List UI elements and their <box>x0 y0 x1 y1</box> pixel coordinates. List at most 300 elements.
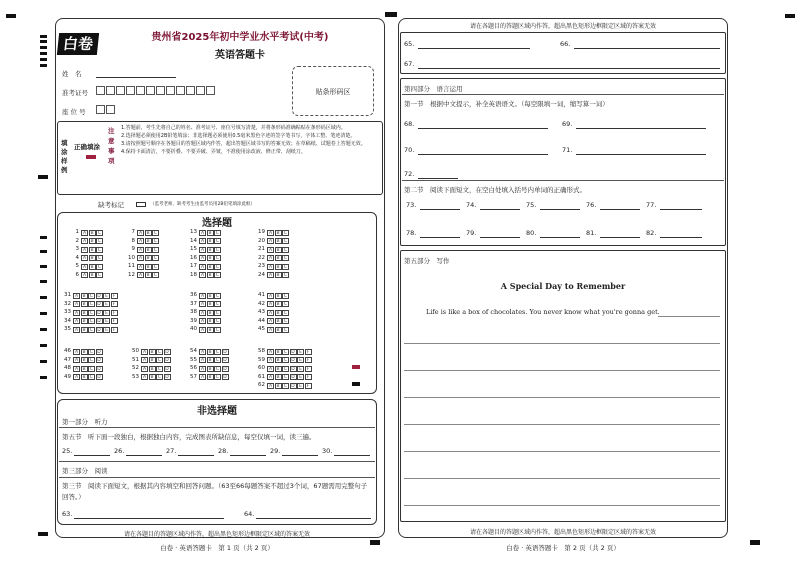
option-bubble[interactable]: B <box>276 273 280 278</box>
option-bubble[interactable]: F <box>111 293 118 299</box>
option-bubble[interactable]: B <box>82 375 86 380</box>
option-bubble[interactable]: C <box>215 239 220 244</box>
option-bubble[interactable]: A <box>200 375 205 380</box>
ticket-digit-box[interactable] <box>96 86 105 95</box>
option-bubble[interactable]: A <box>268 273 273 278</box>
option-bubble[interactable]: F <box>305 349 312 355</box>
option-bubble[interactable]: F <box>111 318 118 324</box>
option-bubble[interactable]: D <box>97 302 101 307</box>
option-bubble[interactable]: A <box>138 264 143 270</box>
option-bubble[interactable]: B <box>82 293 86 299</box>
option-bubble[interactable]: A <box>74 310 79 316</box>
q64-label: 64. <box>244 510 255 518</box>
option-bubble[interactable]: D <box>223 375 227 380</box>
option-bubble[interactable]: C <box>283 230 288 236</box>
paper-badge: 白卷 <box>57 33 99 55</box>
option-bubble[interactable]: C <box>283 319 288 324</box>
question-number: 13 <box>190 229 197 236</box>
ticket-digit-box[interactable] <box>206 86 215 95</box>
option-bubble[interactable]: C <box>283 310 288 316</box>
option-bubble[interactable]: A <box>82 273 87 278</box>
essay-first-line: Life is like a box of chocolates. You never know what you're gonna get. <box>426 308 660 316</box>
timing-mark <box>40 296 47 299</box>
ticket-digit-box[interactable] <box>106 86 115 95</box>
option-bubble[interactable]: A <box>268 383 273 389</box>
option-bubble[interactable]: A <box>200 302 205 307</box>
option-bubble[interactable]: C <box>97 239 102 244</box>
seat-digit-box[interactable] <box>106 105 115 114</box>
option-bubble[interactable]: C <box>215 349 220 355</box>
option-bubble[interactable]: A <box>82 264 87 270</box>
option-bubble[interactable]: C <box>153 239 158 244</box>
ticket-digit-box[interactable] <box>196 86 205 95</box>
option-bubble[interactable]: A <box>74 349 79 355</box>
option-bubble[interactable]: B <box>90 273 94 278</box>
option-bubble[interactable]: B <box>208 349 212 355</box>
option-bubble[interactable]: C <box>215 310 220 316</box>
option-bubble[interactable]: B <box>90 239 94 244</box>
option-bubble[interactable]: A <box>200 247 205 253</box>
option-bubble[interactable]: D <box>291 383 295 389</box>
timing-mark <box>40 58 47 61</box>
option-bubble[interactable]: B <box>276 358 280 363</box>
word-form-number: 73. <box>406 201 417 209</box>
option-bubble[interactable]: A <box>74 319 79 324</box>
question-number: 49 <box>64 373 71 380</box>
option-bubble[interactable]: D <box>97 349 101 355</box>
option-bubble[interactable]: A <box>200 273 205 278</box>
option-bubble[interactable]: F <box>305 366 312 372</box>
choice-row <box>256 308 290 317</box>
option-bubble[interactable]: A <box>268 256 273 261</box>
option-bubble[interactable]: A <box>268 302 273 307</box>
language-blank[interactable] <box>418 128 548 129</box>
option-bubble[interactable]: E <box>103 327 110 333</box>
option-bubble[interactable]: E <box>297 357 304 363</box>
ticket-digit-box[interactable] <box>116 86 125 95</box>
option-bubble[interactable]: B <box>276 319 280 324</box>
option-bubble[interactable]: B <box>82 327 86 333</box>
option-bubble[interactable]: B <box>146 247 150 253</box>
ticket-digit-box[interactable] <box>166 86 175 95</box>
option-bubble[interactable]: D <box>223 366 227 372</box>
option-bubble[interactable]: D <box>165 349 169 355</box>
choice-row <box>126 271 160 280</box>
question-number: 44 <box>258 317 265 324</box>
option-bubble[interactable]: E <box>103 301 110 307</box>
language-blank[interactable] <box>576 128 706 129</box>
option-bubble[interactable]: C <box>215 366 220 372</box>
option-bubble[interactable]: B <box>276 302 280 307</box>
option-bubble[interactable]: C <box>215 273 220 278</box>
name-field[interactable] <box>96 77 176 78</box>
option-bubble[interactable]: A <box>82 239 87 244</box>
option-bubble[interactable]: B <box>208 264 212 270</box>
option-bubble[interactable]: A <box>268 319 273 324</box>
option-bubble[interactable]: D <box>97 310 101 316</box>
option-bubble[interactable]: A <box>200 310 205 316</box>
option-bubble[interactable]: A <box>268 375 273 380</box>
option-bubble[interactable]: A <box>200 264 205 270</box>
option-bubble[interactable]: C <box>283 239 288 244</box>
option-bubble[interactable]: B <box>208 366 212 372</box>
option-bubble[interactable]: C <box>215 230 220 236</box>
option-bubble[interactable]: B <box>82 310 86 316</box>
option-bubble[interactable]: B <box>276 239 280 244</box>
choice-row <box>188 300 222 309</box>
option-bubble[interactable]: B <box>208 358 212 363</box>
option-bubble[interactable]: A <box>74 293 79 299</box>
option-bubble[interactable]: A <box>268 366 273 372</box>
listening-blank[interactable] <box>126 455 162 456</box>
option-bubble[interactable]: B <box>276 247 280 253</box>
option-bubble[interactable]: A <box>268 239 273 244</box>
option-bubble[interactable]: C <box>97 247 102 253</box>
word-form-blank[interactable] <box>540 237 580 238</box>
option-bubble[interactable]: D <box>165 358 169 363</box>
option-bubble[interactable]: A <box>138 239 143 244</box>
option-bubble[interactable]: A <box>142 358 147 363</box>
part4-title: 第四部分 语言运用 <box>404 85 463 93</box>
option-bubble[interactable]: A <box>200 319 205 324</box>
choice-row <box>188 356 229 365</box>
choice-row <box>188 262 222 271</box>
option-bubble[interactable]: A <box>200 349 205 355</box>
option-bubble[interactable]: A <box>200 230 205 236</box>
option-bubble[interactable]: A <box>268 230 273 236</box>
option-bubble[interactable]: A <box>142 349 147 355</box>
option-bubble[interactable]: B <box>150 349 154 355</box>
option-bubble[interactable]: B <box>208 293 212 299</box>
listening-blank[interactable] <box>74 455 110 456</box>
option-bubble[interactable]: C <box>283 366 288 372</box>
option-bubble[interactable]: C <box>157 358 162 363</box>
option-bubble[interactable]: D <box>291 366 295 372</box>
option-bubble[interactable]: E <box>103 310 110 316</box>
option-bubble[interactable]: F <box>305 357 312 363</box>
option-bubble[interactable]: C <box>157 349 162 355</box>
essay-line[interactable] <box>404 343 720 344</box>
option-bubble[interactable]: A <box>268 349 273 355</box>
option-bubble[interactable]: A <box>74 358 79 363</box>
word-form-number: 80. <box>526 229 537 237</box>
option-bubble[interactable]: A <box>200 327 205 333</box>
option-bubble[interactable]: D <box>97 375 101 380</box>
option-bubble[interactable]: A <box>82 256 87 261</box>
option-bubble[interactable]: B <box>276 256 280 261</box>
question-number: 2 <box>75 237 79 244</box>
word-form-blank[interactable] <box>660 209 702 210</box>
option-bubble[interactable]: A <box>268 327 273 333</box>
seat-digit-box[interactable] <box>96 105 105 114</box>
option-bubble[interactable]: B <box>208 310 212 316</box>
option-bubble[interactable]: D <box>223 349 227 355</box>
option-bubble[interactable]: D <box>223 358 227 363</box>
ticket-digit-box[interactable] <box>156 86 165 95</box>
option-bubble[interactable]: C <box>89 319 94 324</box>
listening-number: 30. <box>322 447 333 455</box>
part4-sec2: 第二节 阅读下面短文，在空白处填入括号内单词的正确形式。 <box>404 186 586 194</box>
q64-field[interactable] <box>256 518 371 519</box>
q67-field[interactable] <box>418 68 720 69</box>
option-bubble[interactable]: C <box>97 264 102 270</box>
option-bubble[interactable]: B <box>146 264 150 270</box>
option-bubble[interactable]: C <box>283 383 288 389</box>
option-bubble[interactable]: C <box>215 264 220 270</box>
listening-number: 26. <box>114 447 125 455</box>
option-bubble[interactable]: B <box>90 264 94 270</box>
option-bubble[interactable]: A <box>138 256 143 261</box>
timing-mark <box>40 250 47 253</box>
option-bubble[interactable]: C <box>283 247 288 253</box>
listening-blank[interactable] <box>230 455 266 456</box>
ticket-digit-box[interactable] <box>146 86 155 95</box>
option-bubble[interactable]: C <box>89 293 94 299</box>
option-bubble[interactable]: A <box>200 293 205 299</box>
option-bubble[interactable]: A <box>142 375 147 380</box>
option-bubble[interactable]: C <box>157 366 162 372</box>
option-bubble[interactable]: B <box>276 310 280 316</box>
question-number: 15 <box>190 246 197 253</box>
essay-line[interactable] <box>404 505 720 506</box>
option-bubble[interactable]: A <box>82 247 87 253</box>
option-bubble[interactable]: D <box>97 293 101 299</box>
option-bubble[interactable]: C <box>153 230 158 236</box>
option-bubble[interactable]: C <box>89 302 94 307</box>
choice-row <box>256 364 312 373</box>
option-bubble[interactable]: C <box>215 293 220 299</box>
option-bubble[interactable]: C <box>283 327 288 333</box>
option-bubble[interactable]: C <box>89 358 94 363</box>
option-bubble[interactable]: E <box>297 383 304 389</box>
language-q-number: 70. <box>404 146 415 154</box>
option-bubble[interactable]: D <box>291 349 295 355</box>
option-bubble[interactable]: B <box>150 358 154 363</box>
option-bubble[interactable]: D <box>291 358 295 363</box>
language-blank[interactable] <box>418 154 548 155</box>
option-bubble[interactable]: B <box>276 375 280 380</box>
option-bubble[interactable]: B <box>208 247 212 253</box>
option-bubble[interactable]: B <box>276 230 280 236</box>
option-bubble[interactable]: C <box>153 247 158 253</box>
option-bubble[interactable]: A <box>138 273 143 278</box>
word-form-blank[interactable] <box>600 237 640 238</box>
choice-row <box>188 325 222 334</box>
divider <box>59 477 375 478</box>
option-bubble[interactable]: C <box>283 273 288 278</box>
option-bubble[interactable]: D <box>291 375 295 380</box>
word-form-blank[interactable] <box>480 237 520 238</box>
option-bubble[interactable]: C <box>97 273 102 278</box>
option-bubble[interactable]: B <box>276 383 280 389</box>
essay-line[interactable] <box>658 316 720 317</box>
option-bubble[interactable]: C <box>89 366 94 372</box>
option-bubble[interactable]: C <box>283 302 288 307</box>
question-number: 59 <box>258 356 265 363</box>
option-bubble[interactable]: C <box>97 230 102 236</box>
option-bubble[interactable]: C <box>215 247 220 253</box>
option-bubble[interactable]: B <box>82 319 86 324</box>
option-bubble[interactable]: B <box>208 302 212 307</box>
word-form-blank[interactable] <box>480 209 520 210</box>
option-bubble[interactable]: A <box>74 375 79 380</box>
ticket-digit-box[interactable] <box>186 86 195 95</box>
option-bubble[interactable]: C <box>153 256 158 261</box>
option-bubble[interactable]: B <box>146 230 150 236</box>
essay-line[interactable] <box>404 370 720 371</box>
option-bubble[interactable]: B <box>82 358 86 363</box>
option-bubble[interactable]: C <box>215 358 220 363</box>
word-form-blank[interactable] <box>600 209 640 210</box>
word-form-blank[interactable] <box>420 209 460 210</box>
option-bubble[interactable]: E <box>297 349 304 355</box>
choice-row <box>256 291 290 300</box>
option-bubble[interactable]: B <box>276 349 280 355</box>
option-bubble[interactable]: C <box>283 349 288 355</box>
option-bubble[interactable]: B <box>276 366 280 372</box>
ticket-digit-box[interactable] <box>126 86 135 95</box>
word-form-blank[interactable] <box>420 237 460 238</box>
option-bubble[interactable]: A <box>268 264 273 270</box>
option-bubble[interactable]: E <box>103 293 110 299</box>
option-bubble[interactable]: F <box>111 310 118 316</box>
option-bubble[interactable]: B <box>208 327 212 333</box>
option-bubble[interactable]: A <box>200 358 205 363</box>
option-bubble[interactable]: C <box>215 256 220 261</box>
option-bubble[interactable]: F <box>111 301 118 307</box>
choice-row <box>256 347 312 356</box>
option-bubble[interactable]: B <box>150 366 154 372</box>
timing-mark <box>385 12 397 17</box>
option-bubble[interactable]: B <box>90 256 94 261</box>
option-bubble[interactable]: A <box>74 327 79 333</box>
option-bubble[interactable]: C <box>283 358 288 363</box>
option-bubble[interactable]: C <box>283 293 288 299</box>
option-bubble[interactable]: A <box>268 293 273 299</box>
option-bubble[interactable]: E <box>103 318 110 324</box>
essay-line[interactable] <box>404 478 720 479</box>
option-bubble[interactable]: C <box>215 302 220 307</box>
ticket-digit-box[interactable] <box>136 86 145 95</box>
option-bubble[interactable]: C <box>283 256 288 261</box>
option-bubble[interactable]: B <box>276 293 280 299</box>
option-bubble[interactable]: A <box>268 358 273 363</box>
option-bubble[interactable]: A <box>200 256 205 261</box>
timing-mark <box>38 532 48 536</box>
choice-row <box>256 228 290 237</box>
option-bubble[interactable]: A <box>200 239 205 244</box>
option-bubble[interactable]: B <box>90 247 94 253</box>
ticket-label: 准考证号 <box>62 89 88 97</box>
option-bubble[interactable]: D <box>97 366 101 372</box>
option-bubble[interactable]: D <box>165 366 169 372</box>
word-form-blank[interactable] <box>660 237 702 238</box>
option-bubble[interactable]: C <box>89 310 94 316</box>
option-bubble[interactable]: B <box>208 256 212 261</box>
listening-blank[interactable] <box>178 455 214 456</box>
option-bubble[interactable]: C <box>153 264 158 270</box>
option-bubble[interactable]: B <box>208 230 212 236</box>
option-bubble[interactable]: E <box>297 366 304 372</box>
option-bubble[interactable]: B <box>82 366 86 372</box>
ticket-digit-box[interactable] <box>176 86 185 95</box>
option-bubble[interactable]: F <box>305 383 312 389</box>
option-bubble[interactable]: C <box>215 375 220 380</box>
option-bubble[interactable]: B <box>208 273 212 278</box>
option-bubble[interactable]: A <box>74 302 79 307</box>
word-form-blank[interactable] <box>540 209 580 210</box>
essay-line[interactable] <box>404 451 720 452</box>
option-bubble[interactable]: C <box>283 264 288 270</box>
listening-blank[interactable] <box>282 455 318 456</box>
option-bubble[interactable]: B <box>276 327 280 333</box>
option-bubble[interactable]: A <box>138 230 143 236</box>
option-bubble[interactable]: B <box>82 302 86 307</box>
option-bubble[interactable]: C <box>153 273 158 278</box>
option-bubble[interactable]: C <box>89 349 94 355</box>
choice-row <box>62 300 118 309</box>
option-bubble[interactable]: B <box>208 319 212 324</box>
choice-row <box>256 245 290 254</box>
seat-number-boxes[interactable] <box>96 105 115 114</box>
option-bubble[interactable]: E <box>297 374 304 380</box>
essay-line[interactable] <box>404 397 720 398</box>
option-bubble[interactable]: F <box>111 327 118 333</box>
option-bubble[interactable]: B <box>90 230 94 236</box>
option-bubble[interactable]: D <box>165 375 169 380</box>
option-bubble[interactable]: B <box>150 375 154 380</box>
essay-line[interactable] <box>404 424 720 425</box>
option-bubble[interactable]: B <box>276 264 280 270</box>
option-bubble[interactable]: D <box>97 327 101 333</box>
option-bubble[interactable]: C <box>89 327 94 333</box>
option-bubble[interactable]: A <box>74 366 79 372</box>
q63-field[interactable] <box>74 518 224 519</box>
option-bubble[interactable]: D <box>97 319 101 324</box>
option-bubble[interactable]: A <box>268 310 273 316</box>
option-bubble[interactable]: F <box>305 374 312 380</box>
option-bubble[interactable]: B <box>146 239 150 244</box>
option-bubble[interactable]: A <box>268 247 273 253</box>
option-bubble[interactable]: B <box>82 349 86 355</box>
option-bubble[interactable]: C <box>283 375 288 380</box>
option-bubble[interactable]: C <box>89 375 94 380</box>
option-bubble[interactable]: C <box>215 319 220 324</box>
q66-field[interactable] <box>574 48 720 49</box>
choice-row <box>130 373 171 382</box>
question-number: 47 <box>64 356 71 363</box>
option-bubble[interactable]: B <box>146 273 150 278</box>
listening-blank[interactable] <box>334 455 370 456</box>
language-blank[interactable] <box>576 154 706 155</box>
language-blank[interactable] <box>418 178 458 179</box>
option-bubble[interactable]: C <box>215 327 220 333</box>
option-bubble[interactable]: A <box>82 230 87 236</box>
q65-field[interactable] <box>418 48 530 49</box>
option-bubble[interactable]: B <box>146 256 150 261</box>
option-bubble[interactable]: B <box>208 375 212 380</box>
option-bubble[interactable]: A <box>138 247 143 253</box>
option-bubble[interactable]: B <box>208 239 212 244</box>
option-bubble[interactable]: D <box>97 358 101 363</box>
question-number: 50 <box>132 348 139 355</box>
absent-mark-box[interactable] <box>136 202 146 207</box>
option-bubble[interactable]: C <box>157 375 162 380</box>
ticket-number-boxes[interactable] <box>96 86 215 95</box>
option-bubble[interactable]: A <box>142 366 147 372</box>
option-bubble[interactable]: A <box>200 366 205 372</box>
option-bubble[interactable]: C <box>97 256 102 261</box>
